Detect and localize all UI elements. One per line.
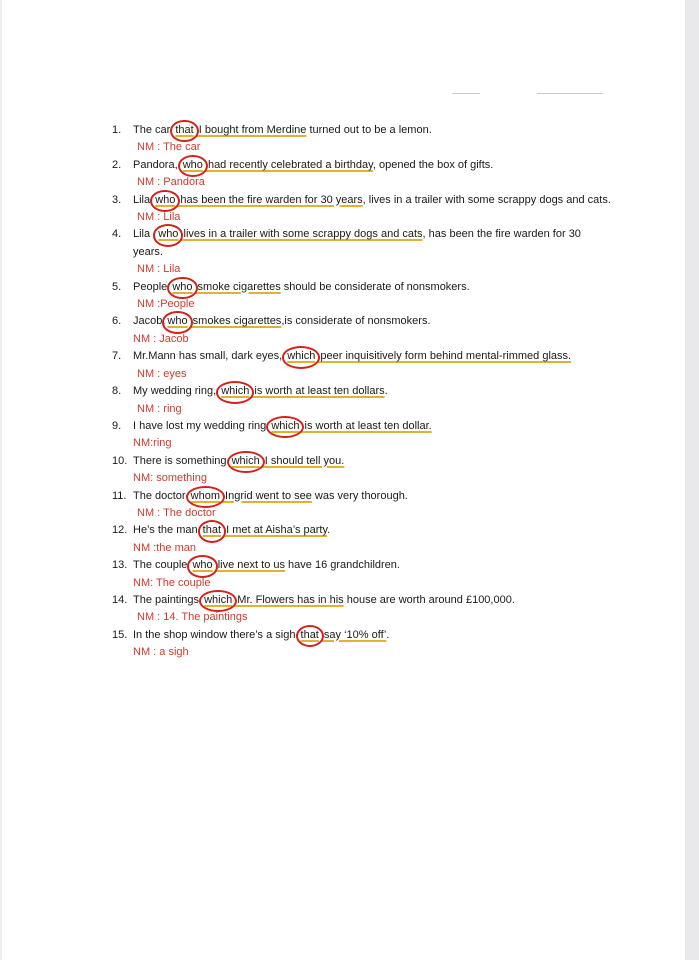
faint-scribble <box>537 93 603 94</box>
underlined-clause: Ingrid went to see <box>221 489 312 502</box>
sentence <box>112 627 612 644</box>
underlined-clause: I bought from Merdine <box>195 124 307 136</box>
sentence-text: . <box>327 524 331 537</box>
list-item <box>112 348 612 383</box>
item-number: 9. <box>112 419 122 432</box>
underlined-clause: live next to us <box>214 559 285 572</box>
underlined-clause: had recently celebrated a birthday <box>204 158 373 171</box>
item-number: 1. <box>112 124 122 136</box>
underlined-clause: I met at Aisha’s party <box>223 524 328 537</box>
circled-relative-pronoun: who <box>165 313 189 330</box>
exercise-list <box>112 122 612 662</box>
circled-relative-pronoun: who <box>156 226 180 243</box>
circled-relative-pronoun: which <box>285 348 317 365</box>
list-item <box>112 122 612 157</box>
underlined-clause: is worth at least ten dollars <box>251 385 385 398</box>
list-item <box>112 157 612 192</box>
sentence-text: Lila, <box>133 193 154 206</box>
underlined-clause: I should tell you. <box>261 454 345 467</box>
item-number: 6. <box>112 315 122 328</box>
circled-relative-pronoun: who <box>181 157 205 174</box>
sentence-text: Mr.Mann has small, dark eyes, <box>133 350 286 363</box>
sentence-text: , opened the box of gifts. <box>372 158 494 171</box>
list-item <box>112 279 612 314</box>
list-item <box>112 192 612 227</box>
item-number: 12. <box>112 524 128 537</box>
item-number: 8. <box>112 385 122 398</box>
item-number: 11. <box>112 489 127 502</box>
underlined-clause: is worth at least ten dollar. <box>301 419 432 432</box>
circled-relative-pronoun: who <box>153 192 177 209</box>
item-number: 7. <box>112 350 122 363</box>
noun-modified-note: NM:ring <box>133 437 172 450</box>
sentence <box>112 192 612 209</box>
noun-modified-note: NM : Pandora <box>137 176 205 189</box>
circled-relative-pronoun: that <box>299 627 321 644</box>
sentence-text: Pandora, <box>133 158 181 171</box>
sentence-text: , has been the fire warden for 30 years. <box>133 228 581 258</box>
faint-scribble <box>452 93 480 94</box>
noun-modified-note: NM: something <box>133 472 207 485</box>
noun-modified-note: NM : The car <box>137 141 201 154</box>
sentence-text: The couple <box>133 559 191 572</box>
list-item <box>112 313 612 348</box>
item-number: 10. <box>112 454 128 467</box>
underlined-clause: Mr. Flowers has in his <box>234 593 344 606</box>
item-number: 15. <box>112 628 128 641</box>
sentence <box>112 522 612 539</box>
page-edge <box>685 0 699 960</box>
sentence <box>112 453 612 470</box>
item-number: 5. <box>112 280 122 293</box>
noun-modified-note: NM :People <box>137 298 195 311</box>
list-item <box>112 557 612 592</box>
sentence <box>112 383 612 400</box>
sentence <box>112 313 612 330</box>
sentence <box>112 348 612 365</box>
noun-modified-note: NM : a sigh <box>133 646 189 659</box>
noun-modified-note: NM : Jacob <box>133 332 189 345</box>
document-page <box>2 0 685 960</box>
underlined-clause: smokes cigarettes <box>189 315 282 328</box>
sentence-text: The doctor <box>133 489 189 502</box>
sentence-text: My wedding ring, <box>133 385 220 398</box>
item-number: 4. <box>112 228 122 241</box>
underlined-clause: lives in a trailer with some scrappy dogs and cats <box>180 228 423 241</box>
underlined-clause: say ‘10% off’ <box>320 628 387 641</box>
sentence-text: I have lost my wedding ring <box>133 419 270 432</box>
sentence-text: have 16 grandchildren. <box>285 559 400 572</box>
list-item <box>112 383 612 418</box>
list-item <box>112 522 612 557</box>
underlined-clause: has been the fire warden for 30 years <box>177 193 363 206</box>
sentence-text: The paintings <box>133 593 203 606</box>
sentence-text: was very thorough. <box>311 489 408 502</box>
sentence-text: ,is considerate of nonsmokers. <box>281 315 431 328</box>
underlined-clause: peer inquisitively form behind mental-rimmed glass. <box>317 350 572 363</box>
circled-relative-pronoun: which <box>269 418 301 435</box>
noun-modified-note: NM : 14. The paintings <box>137 611 248 624</box>
sentence <box>112 557 612 574</box>
sentence <box>112 488 612 505</box>
list-item <box>112 226 612 278</box>
noun-modified-note: NM : ring <box>137 402 182 415</box>
circled-relative-pronoun: that <box>173 122 195 139</box>
circled-relative-pronoun: which <box>202 592 234 609</box>
noun-modified-note: NM : Lila <box>137 211 181 224</box>
sentence-text: turned out to be a lemon. <box>306 124 432 136</box>
sentence-text: . <box>386 628 390 641</box>
sentence-text: There is something <box>133 454 230 467</box>
sentence-text: Jacob, <box>133 315 166 328</box>
sentence <box>112 157 612 174</box>
list-item <box>112 627 612 662</box>
sentence-text: . <box>384 385 388 398</box>
circled-relative-pronoun: that <box>201 522 223 539</box>
circled-relative-pronoun: whom <box>189 488 222 505</box>
sentence-text: He’s the man <box>133 524 201 537</box>
item-number: 13. <box>112 559 128 572</box>
list-item <box>112 488 612 523</box>
sentence-text: The car <box>133 124 174 136</box>
circled-relative-pronoun: which <box>219 383 251 400</box>
noun-modified-note: NM : The doctor <box>137 506 216 519</box>
sentence <box>112 122 612 139</box>
noun-modified-note: NM : Lila <box>137 263 181 276</box>
noun-modified-note: NM: The couple <box>133 576 211 589</box>
item-number: 3. <box>112 193 122 206</box>
sentence-text: should be considerate of nonsmokers. <box>280 280 470 293</box>
sentence <box>112 418 612 435</box>
sentence-text: house are worth around £100,000. <box>343 593 515 606</box>
sentence-text: In the shop window there’s a sigh <box>133 628 299 641</box>
underlined-clause: smoke cigarettes <box>194 280 281 293</box>
item-number: 14. <box>112 593 128 606</box>
noun-modified-note: NM :the man <box>133 541 196 554</box>
circled-relative-pronoun: which <box>230 453 262 470</box>
circled-relative-pronoun: who <box>190 557 214 574</box>
list-item <box>112 418 612 453</box>
sentence <box>112 592 612 609</box>
sentence-text: Lila , <box>133 228 157 241</box>
sentence <box>112 279 612 296</box>
circled-relative-pronoun: who <box>170 279 194 296</box>
list-item <box>112 592 612 627</box>
noun-modified-note: NM : eyes <box>137 367 187 380</box>
list-item <box>112 453 612 488</box>
item-number: 2. <box>112 158 122 171</box>
sentence <box>112 226 612 261</box>
sentence-text: People <box>133 280 171 293</box>
sentence-text: , lives in a trailer with some scrappy dogs and cats. <box>362 193 611 206</box>
